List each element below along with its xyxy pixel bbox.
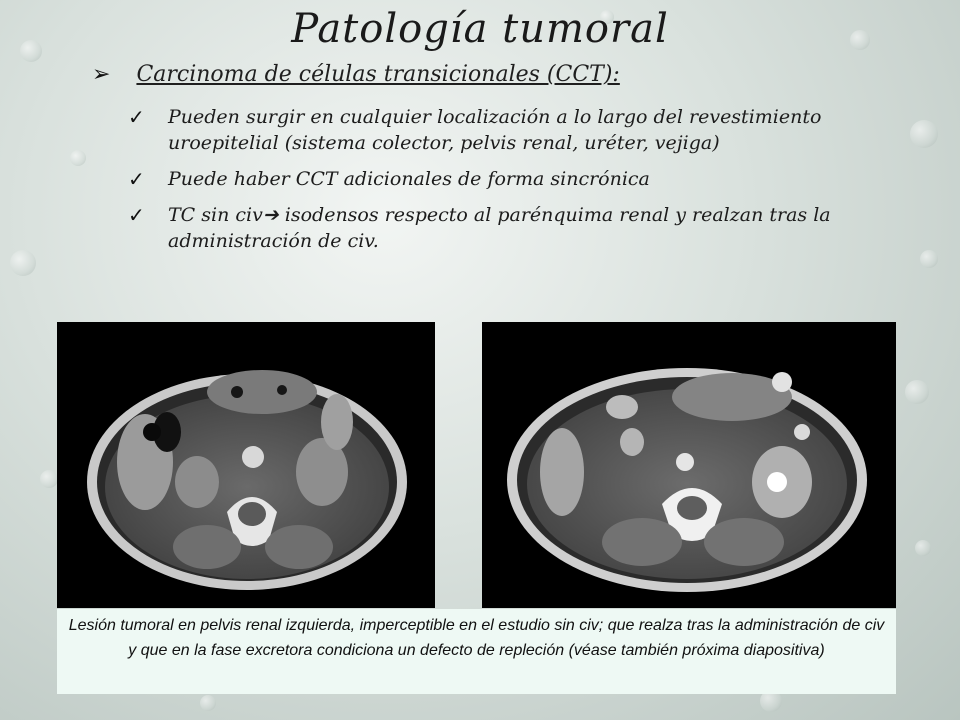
arrow-bullet-icon: ➢ [92, 62, 111, 87]
bubble [10, 250, 36, 276]
bubble [40, 470, 58, 488]
section-heading [92, 62, 892, 87]
ct-image-unenhanced [57, 322, 435, 608]
bullet-text: TC sin civ➔ isodensos respecto al parénquima renal y realzan tras la administración de civ. [168, 204, 831, 252]
ct-scan-illustration [57, 322, 435, 608]
bubble [70, 150, 86, 166]
slide-title: Patología tumoral [291, 6, 669, 52]
bubble [920, 250, 938, 268]
ct-image-contrast [482, 322, 896, 608]
bullet-text: Pueden surgir en cualquier localización a lo largo del revestimiento uroepitelial (sistema colector, pelvis renal, uréter, vejiga) [168, 106, 822, 154]
bubble [915, 540, 931, 556]
bullet-text: Puede haber CCT adicionales de forma sincrónica [168, 168, 650, 190]
ct-scan-illustration [482, 322, 896, 608]
bubble [200, 695, 216, 711]
bubble [905, 380, 929, 404]
checkmark-icon: ✓ [128, 167, 145, 191]
list-item [128, 104, 888, 156]
bubble [910, 120, 938, 148]
list-item [128, 202, 888, 254]
heading-text: Carcinoma de células transicionales (CCT): [136, 62, 620, 87]
checkmark-icon: ✓ [128, 203, 145, 227]
list-item [128, 166, 888, 192]
bullet-list [128, 104, 888, 264]
checkmark-icon: ✓ [128, 105, 145, 129]
figure-caption: Lesión tumoral en pelvis renal izquierda, imperceptible en el estudio sin civ; que realza tras la administración de civ y que en la fase excretora condiciona un defecto de repleción (véase también próxima diapositiva) [57, 609, 896, 694]
